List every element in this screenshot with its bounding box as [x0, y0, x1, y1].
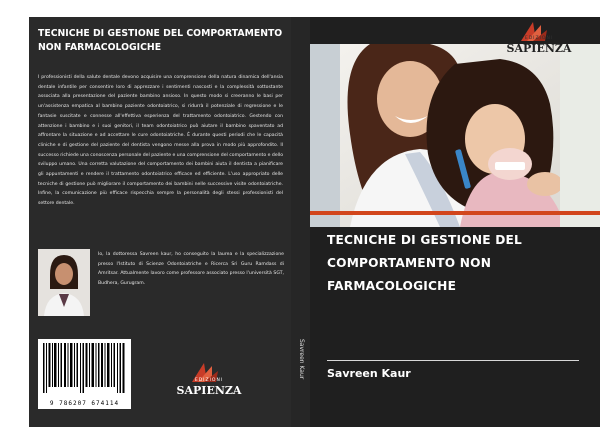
- back-cover: [29, 17, 291, 427]
- barcode-bars-icon: [38, 339, 131, 399]
- front-author: Savreen Kaur: [327, 367, 411, 380]
- accent-bar: [310, 211, 600, 215]
- back-publisher-logo: [174, 360, 244, 400]
- back-publisher-small: EDIZIONI: [194, 378, 224, 383]
- front-publisher-small: EDIZIONI: [524, 36, 554, 41]
- author-divider: [327, 360, 579, 361]
- author-bio: Io, la dottoressa Savreen kaur, ho conseguito la laurea e la specializzazione presso l'Istituto di Scienze Odontoiatriche e Ricerca Sri Guru Ramdass di Amritsar. Attualmente lavoro come professore associato presso l'università SGT, Budhera, Gurugram.: [98, 252, 284, 287]
- spine: [291, 17, 310, 427]
- front-publisher-name: SAPIENZA: [506, 42, 572, 55]
- spine-author: Savreen Kaur: [298, 339, 305, 380]
- barcode-number: 9 786207 674114: [49, 400, 120, 407]
- back-publisher-name: SAPIENZA: [176, 384, 242, 397]
- front-title: TECNICHE DI GESTIONE DEL COMPORTAMENTO NON FARMACOLOGICHE: [327, 233, 523, 293]
- barcode: [38, 339, 131, 409]
- cover-photo: [310, 44, 600, 227]
- back-cover-description: I professionisti della salute dentale devono acquisire una comprensione della natura dinamica dell'ansia dentale infantile per consentire loro di apprezzare i sentimenti nascosti e la complessità sottostante associata alla presentazione del paziente bambino ansioso. In questo modo si creeranno le basi per un'assistenza empatica al bambino paziente odontoiatrico, si ridurrà il potenziale di regressione e le fantasie suscitate e connesse all'effettiva esperienza del trattamento odontoiatrico. Gestendo con attenzione i bambino e i suoi genitori, il team odontoiatrico può aiutare il bambino spaventato ad affrontare la situazione e ad accettare le cure odontoiatriche. È durante questi periodi che le capacità cliniche e di gestione del paziente del dentista vengono messe alla prova in modo più approfondito. Il successo richiede una conoscenza personale del paziente e una comprensione del comportamento e dello sviluppo umano. Una corretta valutazione del comportamento dei bambini aiuta il dentista a pianificare gli appuntamenti e rendere il trattamento odontoiatrico efficace ed efficiente. L'uso appropriato delle tecniche di gestione può migliorare il comportamento dei bambini nelle successive visite odontoiatriche. Infine, la comunicazione più efficace rispecchia sempre la personalità degli stessi professionisti del settore dentale.: [38, 75, 284, 207]
- front-publisher-logo: [503, 19, 575, 59]
- back-cover-title: TECNICHE DI GESTIONE DEL COMPORTAMENTO NON FARMACOLOGICHE: [38, 28, 283, 53]
- front-cover: [310, 17, 600, 427]
- author-photo: [38, 249, 90, 316]
